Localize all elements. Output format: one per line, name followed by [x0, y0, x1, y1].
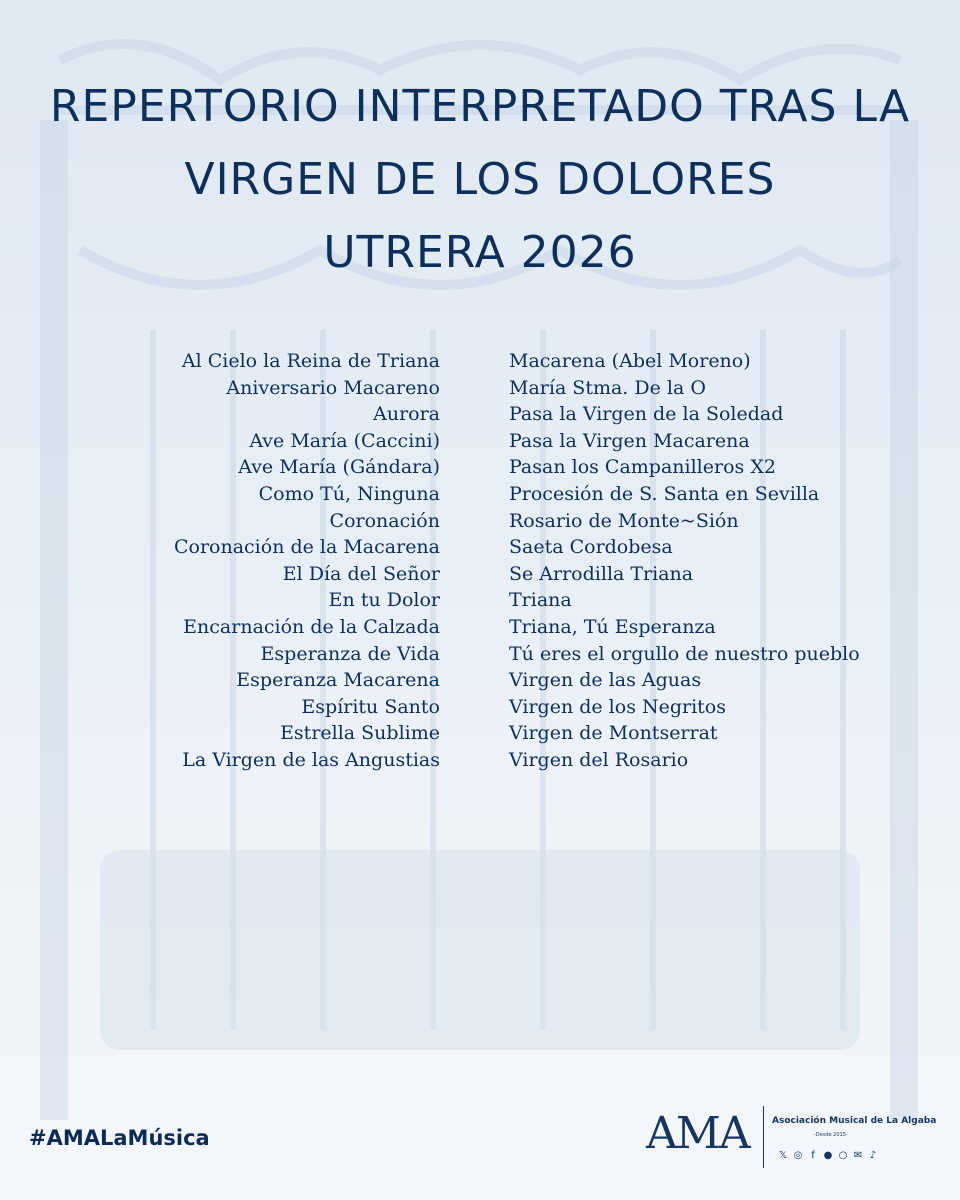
song-title: Tú eres el orgullo de nuestro pueblo [509, 642, 860, 665]
song-title: Pasa la Virgen de la Soledad [509, 403, 784, 426]
song-title: Procesión de S. Santa en Sevilla [509, 482, 820, 505]
facebook-icon: f [811, 1150, 815, 1161]
whatsapp-icon: ○ [838, 1150, 848, 1161]
repertoire-list-right [509, 348, 929, 774]
song-title: Triana, Tú Esperanza [509, 615, 716, 638]
spotify-icon: ● [823, 1150, 833, 1161]
song-title: Esperanza Macarena [236, 669, 440, 692]
song-title: Estrella Sublime [280, 722, 440, 745]
song-title: Al Cielo la Reina de Triana [181, 350, 440, 372]
song-title: Encarnación de la Calzada [183, 615, 440, 638]
song-title: Virgen del Rosario [509, 748, 689, 771]
logo-mark: AMA [646, 1108, 749, 1159]
song-title: Rosario de Monte~Sión [509, 509, 739, 532]
song-title: Virgen de las Aguas [509, 669, 702, 692]
song-title: Espíritu Santo [301, 695, 440, 718]
song-title: Pasa la Virgen Macarena [509, 429, 750, 452]
song-title: Virgen de Montserrat [509, 722, 718, 745]
song-title: María Stma. De la O [509, 376, 706, 399]
song-title: Saeta Cordobesa [509, 536, 673, 559]
song-title: Aniversario Macareno [226, 376, 440, 399]
association-since: -Desde 2015- [814, 1132, 848, 1138]
song-title: En tu Dolor [328, 589, 440, 612]
x-icon: 𝕏 [778, 1150, 788, 1161]
association-logo [646, 1104, 936, 1174]
song-title: Coronación de la Macarena [173, 536, 440, 559]
page-title [0, 70, 960, 289]
song-title: Virgen de los Negritos [509, 695, 726, 718]
song-title: Ave María (Gándara) [238, 456, 440, 479]
song-title: Aurora [373, 403, 440, 426]
logo-divider [763, 1106, 764, 1168]
repertoire-list-left [140, 348, 440, 774]
song-title: Triana [509, 589, 572, 612]
song-title: El Día del Señor [282, 562, 440, 585]
hashtag: #AMALaMúsica [29, 1126, 210, 1150]
song-title: La Virgen de las Angustias [182, 748, 440, 771]
tiktok-icon: ♪ [869, 1150, 877, 1161]
title-line-2: VIRGEN DE LOS DOLORES [184, 154, 776, 205]
song-title: Se Arrodilla Triana [509, 562, 694, 585]
song-title: Coronación [329, 509, 440, 532]
instagram-icon: ◎ [793, 1150, 803, 1161]
song-title: Pasan los Campanilleros X2 [509, 456, 776, 479]
song-title: Ave María (Caccini) [249, 429, 440, 452]
song-title: Macarena (Abel Moreno) [509, 350, 751, 372]
association-name: Asociación Musical de La Algaba [772, 1116, 937, 1126]
song-title: Esperanza de Vida [260, 642, 440, 665]
mail-icon: ✉ [853, 1150, 863, 1161]
social-icons [777, 1150, 879, 1162]
title-line-3: UTRERA 2026 [323, 227, 637, 278]
title-line-1: REPERTORIO INTERPRETADO TRAS LA [49, 81, 911, 132]
song-title: Como Tú, Ninguna [258, 482, 440, 505]
